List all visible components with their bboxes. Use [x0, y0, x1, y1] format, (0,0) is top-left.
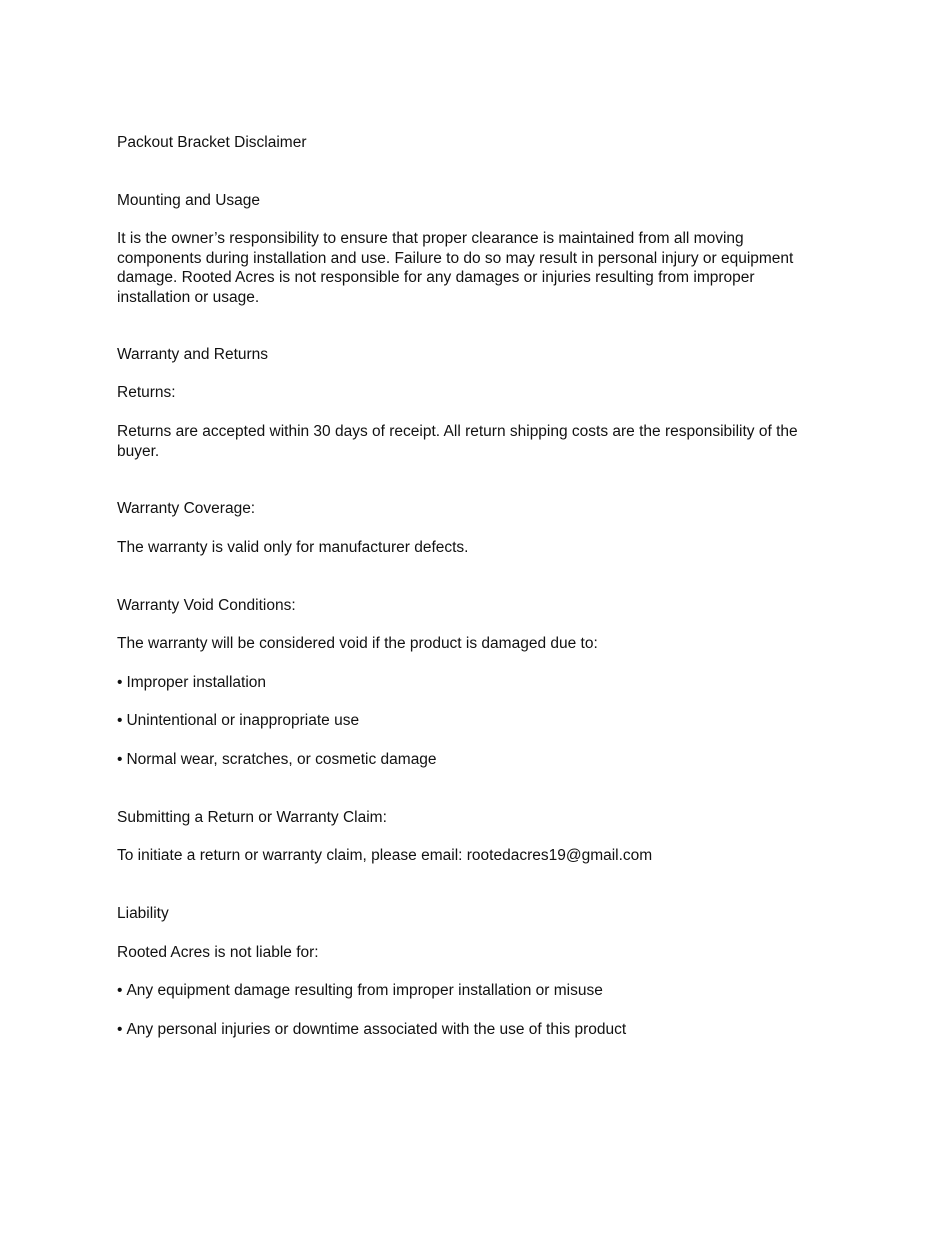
submit-claim-heading: Submitting a Return or Warranty Claim:	[117, 809, 387, 826]
list-item-text: Unintentional or inappropriate use	[126, 712, 360, 729]
mounting-paragraph: It is the owner’s responsibility to ensure that proper clearance is maintained from all moving components during installation and use. Failure to do so may result in personal injury or equipment damage. Rooted Acres is not responsible for any damages or injuries resulting from improper installation or usage.	[117, 230, 794, 306]
section-heading-liability: Liability	[117, 905, 169, 922]
list-item-text: Any equipment damage resulting from improper installation or misuse	[126, 982, 603, 999]
returns-heading: Returns:	[117, 384, 176, 401]
returns-paragraph: Returns are accepted within 30 days of receipt. All return shipping costs are the responsibility of the buyer.	[117, 423, 798, 460]
list-item	[117, 673, 829, 693]
list-item	[117, 750, 829, 770]
submit-claim-paragraph: To initiate a return or warranty claim, please email: rootedacres19@gmail.com	[117, 847, 653, 864]
liability-intro: Rooted Acres is not liable for:	[117, 944, 319, 961]
list-item-text: Improper installation	[126, 674, 267, 691]
list-item	[117, 981, 829, 1001]
warranty-void-heading: Warranty Void Conditions:	[117, 597, 296, 614]
list-item	[117, 711, 829, 731]
section-heading-mounting: Mounting and Usage	[117, 192, 261, 209]
bullet-icon: •	[117, 1021, 123, 1038]
document-title: Packout Bracket Disclaimer	[117, 134, 307, 151]
bullet-icon: •	[117, 674, 123, 691]
bullet-icon: •	[117, 712, 123, 729]
warranty-coverage-paragraph: The warranty is valid only for manufacturer defects.	[117, 539, 469, 556]
warranty-void-intro: The warranty will be considered void if the product is damaged due to:	[117, 635, 598, 652]
list-item-text: Normal wear, scratches, or cosmetic damage	[126, 751, 437, 768]
list-item-text: Any personal injuries or downtime associated with the use of this product	[126, 1021, 627, 1038]
bullet-icon: •	[117, 751, 123, 768]
section-heading-warranty-returns: Warranty and Returns	[117, 346, 269, 363]
bullet-icon: •	[117, 982, 123, 999]
warranty-coverage-heading: Warranty Coverage:	[117, 500, 256, 517]
list-item	[117, 1020, 829, 1040]
